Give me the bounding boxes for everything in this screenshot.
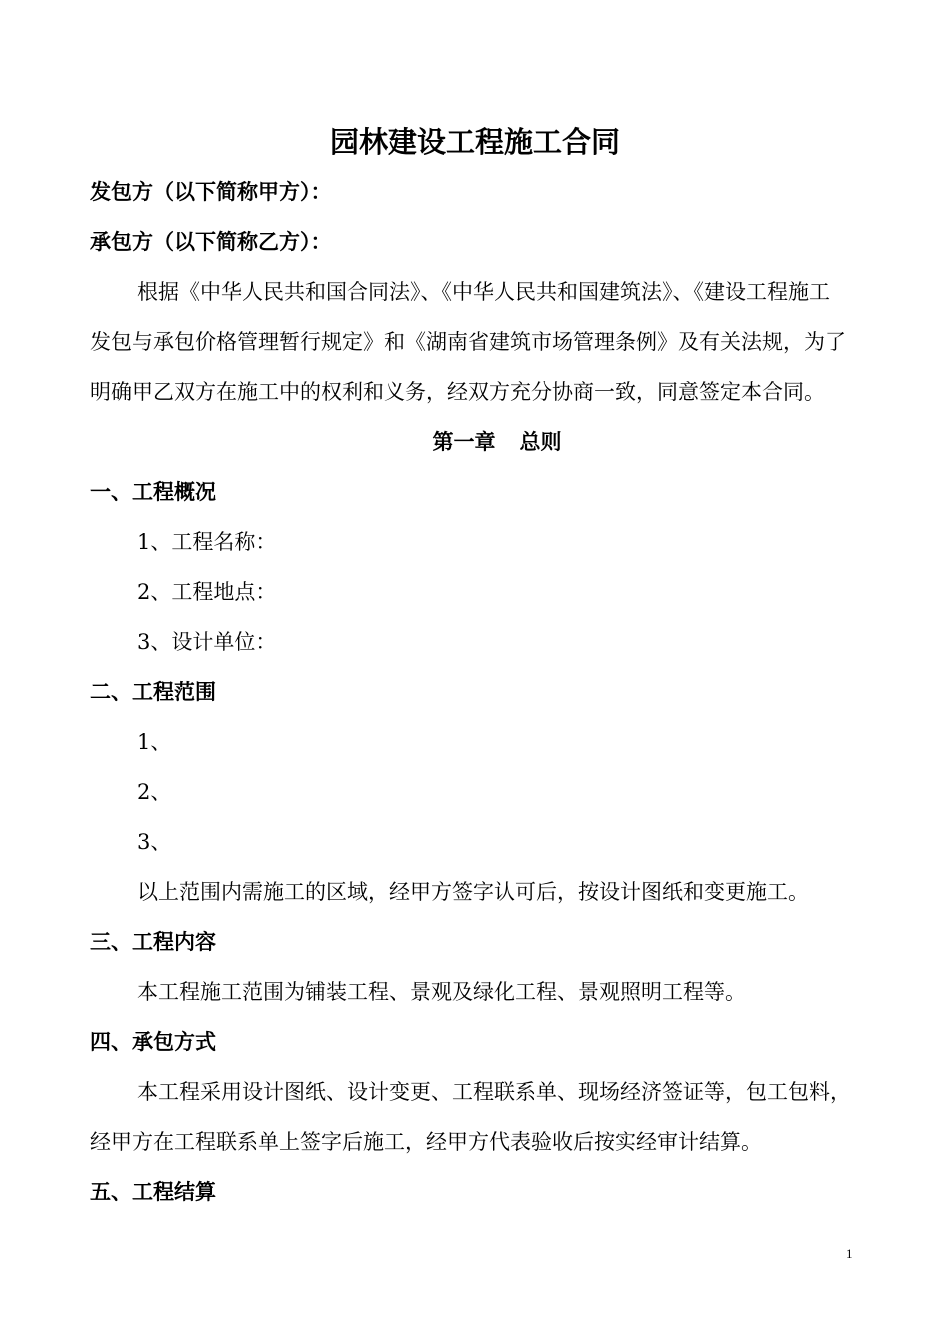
preamble-line-1: 根据《中华人民共和国合同法》、《中华人民共和国建筑法》、《建设工程施工 [137,280,830,304]
section-4-text-line-2: 经甲方在工程联系单上签字后施工，经甲方代表验收后按实经审计结算。 [90,1130,762,1154]
section-2-item-2: 2、 [137,780,172,804]
section-3-text: 本工程施工范围为铺装工程、景观及绿化工程、景观照明工程等。 [137,980,746,1004]
section-1-item-2: 2、工程地点： [137,580,277,604]
party-a-line: 发包方（以下简称甲方）： [90,180,332,204]
section-3-heading: 三、工程内容 [90,930,216,954]
chapter-name: 总则 [519,430,562,454]
section-1-heading: 一、工程概况 [90,480,216,504]
section-2-note: 以上范围内需施工的区域，经甲方签字认可后，按设计图纸和变更施工。 [137,880,809,904]
party-b-line: 承包方（以下简称乙方）： [90,230,332,254]
section-1-item-3: 3、设计单位： [137,630,277,654]
section-2-item-3: 3、 [137,830,172,854]
section-4-text-line-1: 本工程采用设计图纸、设计变更、工程联系单、现场经济签证等，包工包料， [137,1080,851,1104]
page-number: 1 [846,1246,853,1261]
chapter-heading [0,428,950,456]
preamble-line-2: 发包与承包价格管理暂行规定》和《湖南省建筑市场管理条例》及有关法规，为了 [90,330,846,354]
preamble-line-3: 明确甲乙双方在施工中的权利和义务，经双方充分协商一致，同意签定本合同。 [90,380,825,404]
section-1-item-1: 1、工程名称： [137,530,277,554]
section-2-heading: 二、工程范围 [90,680,216,704]
section-5-heading: 五、工程结算 [90,1180,216,1204]
section-2-item-1: 1、 [137,730,172,754]
chapter-number: 第一章 [432,430,496,454]
section-4-heading: 四、承包方式 [90,1030,216,1054]
document-title: 园林建设工程施工合同 [329,125,620,159]
